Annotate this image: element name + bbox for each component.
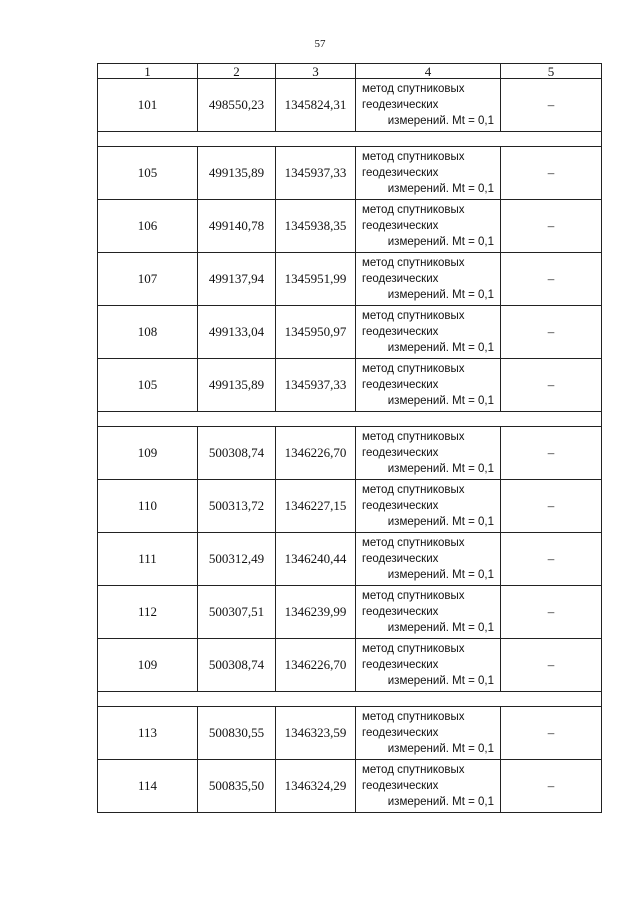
- method-line: метод спутниковых: [362, 764, 465, 776]
- method-cell: [356, 147, 501, 200]
- table-row: [98, 707, 602, 760]
- table-row: [98, 79, 602, 132]
- x-coordinate-cell: 500307,51: [198, 586, 276, 639]
- point-id-cell: 105: [98, 359, 198, 412]
- y-coordinate-cell: 1346240,44: [276, 533, 356, 586]
- point-id-cell: 109: [98, 427, 198, 480]
- table-row: [98, 306, 602, 359]
- method-line: геодезических: [362, 606, 439, 618]
- y-coordinate-cell: 1345938,35: [276, 200, 356, 253]
- method-line: метод спутниковых: [362, 643, 465, 655]
- table-body: [98, 64, 602, 813]
- method-cell: [356, 533, 501, 586]
- method-line: измерений. Mt = 0,1: [387, 675, 494, 687]
- method-line: метод спутниковых: [362, 257, 465, 269]
- method-line: измерений. Mt = 0,1: [387, 115, 494, 127]
- note-cell: –: [501, 359, 602, 412]
- method-line: измерений. Mt = 0,1: [387, 395, 494, 407]
- header-cell-2: 2: [198, 64, 276, 79]
- method-line: метод спутниковых: [362, 431, 465, 443]
- note-cell: –: [501, 533, 602, 586]
- separator-cell: [98, 132, 602, 147]
- method-line: измерений. Mt = 0,1: [387, 796, 494, 808]
- table-row: [98, 760, 602, 813]
- point-id-cell: 114: [98, 760, 198, 813]
- y-coordinate-cell: 1345937,33: [276, 147, 356, 200]
- x-coordinate-cell: 500308,74: [198, 427, 276, 480]
- y-coordinate-cell: 1346323,59: [276, 707, 356, 760]
- method-line: метод спутниковых: [362, 484, 465, 496]
- method-line: геодезических: [362, 727, 439, 739]
- table-row: [98, 427, 602, 480]
- method-line: геодезических: [362, 553, 439, 565]
- y-coordinate-cell: 1346239,99: [276, 586, 356, 639]
- note-cell: –: [501, 707, 602, 760]
- x-coordinate-cell: 500313,72: [198, 480, 276, 533]
- method-cell: [356, 427, 501, 480]
- point-id-cell: 113: [98, 707, 198, 760]
- page-number: 57: [314, 38, 326, 50]
- point-id-cell: 108: [98, 306, 198, 359]
- method-line: метод спутниковых: [362, 83, 465, 95]
- separator-cell: [98, 412, 602, 427]
- note-cell: –: [501, 480, 602, 533]
- method-line: геодезических: [362, 780, 439, 792]
- method-line: метод спутниковых: [362, 711, 465, 723]
- table-row: [98, 200, 602, 253]
- method-cell: [356, 306, 501, 359]
- note-cell: –: [501, 760, 602, 813]
- method-line: измерений. Mt = 0,1: [387, 569, 494, 581]
- y-coordinate-cell: 1346226,70: [276, 639, 356, 692]
- y-coordinate-cell: 1345937,33: [276, 359, 356, 412]
- note-cell: –: [501, 427, 602, 480]
- separator-row: [98, 692, 602, 707]
- table-row: [98, 253, 602, 306]
- method-line: измерений. Mt = 0,1: [387, 743, 494, 755]
- y-coordinate-cell: 1346226,70: [276, 427, 356, 480]
- point-id-cell: 112: [98, 586, 198, 639]
- table-row: [98, 586, 602, 639]
- method-line: измерений. Mt = 0,1: [387, 622, 494, 634]
- method-cell: [356, 200, 501, 253]
- method-line: метод спутниковых: [362, 590, 465, 602]
- y-coordinate-cell: 1346227,15: [276, 480, 356, 533]
- x-coordinate-cell: 499137,94: [198, 253, 276, 306]
- note-cell: –: [501, 306, 602, 359]
- header-cell-5: 5: [501, 64, 602, 79]
- note-cell: –: [501, 200, 602, 253]
- method-cell: [356, 639, 501, 692]
- method-line: измерений. Mt = 0,1: [387, 289, 494, 301]
- table-row: [98, 359, 602, 412]
- header-cell-3: 3: [276, 64, 356, 79]
- header-cell-4: 4: [356, 64, 501, 79]
- point-id-cell: 106: [98, 200, 198, 253]
- method-line: геодезических: [362, 167, 439, 179]
- method-line: геодезических: [362, 220, 439, 232]
- point-id-cell: 105: [98, 147, 198, 200]
- method-line: геодезических: [362, 659, 439, 671]
- method-cell: [356, 760, 501, 813]
- method-cell: [356, 586, 501, 639]
- point-id-cell: 111: [98, 533, 198, 586]
- method-line: метод спутниковых: [362, 151, 465, 163]
- method-line: измерений. Mt = 0,1: [387, 463, 494, 475]
- method-line: метод спутниковых: [362, 204, 465, 216]
- table-row: [98, 480, 602, 533]
- y-coordinate-cell: 1345951,99: [276, 253, 356, 306]
- x-coordinate-cell: 500830,55: [198, 707, 276, 760]
- method-line: геодезических: [362, 99, 439, 111]
- y-coordinate-cell: 1345950,97: [276, 306, 356, 359]
- method-cell: [356, 79, 501, 132]
- x-coordinate-cell: 500308,74: [198, 639, 276, 692]
- method-line: измерений. Mt = 0,1: [387, 236, 494, 248]
- method-line: геодезических: [362, 326, 439, 338]
- table-row: [98, 147, 602, 200]
- method-line: измерений. Mt = 0,1: [387, 342, 494, 354]
- method-line: метод спутниковых: [362, 363, 465, 375]
- note-cell: –: [501, 586, 602, 639]
- coordinates-table: [97, 63, 602, 813]
- method-line: геодезических: [362, 447, 439, 459]
- table-row: [98, 533, 602, 586]
- method-line: измерений. Mt = 0,1: [387, 516, 494, 528]
- method-line: метод спутниковых: [362, 537, 465, 549]
- x-coordinate-cell: 500835,50: [198, 760, 276, 813]
- separator-cell: [98, 692, 602, 707]
- x-coordinate-cell: 499140,78: [198, 200, 276, 253]
- header-cell-1: 1: [98, 64, 198, 79]
- note-cell: –: [501, 79, 602, 132]
- table-header-row: [98, 64, 602, 79]
- note-cell: –: [501, 639, 602, 692]
- x-coordinate-cell: 499133,04: [198, 306, 276, 359]
- note-cell: –: [501, 147, 602, 200]
- method-cell: [356, 480, 501, 533]
- method-line: измерений. Mt = 0,1: [387, 183, 494, 195]
- point-id-cell: 101: [98, 79, 198, 132]
- x-coordinate-cell: 498550,23: [198, 79, 276, 132]
- method-line: геодезических: [362, 379, 439, 391]
- point-id-cell: 110: [98, 480, 198, 533]
- method-line: метод спутниковых: [362, 310, 465, 322]
- method-line: геодезических: [362, 273, 439, 285]
- method-cell: [356, 253, 501, 306]
- separator-row: [98, 412, 602, 427]
- note-cell: –: [501, 253, 602, 306]
- table-row: [98, 639, 602, 692]
- method-cell: [356, 707, 501, 760]
- y-coordinate-cell: 1346324,29: [276, 760, 356, 813]
- x-coordinate-cell: 500312,49: [198, 533, 276, 586]
- method-cell: [356, 359, 501, 412]
- y-coordinate-cell: 1345824,31: [276, 79, 356, 132]
- x-coordinate-cell: 499135,89: [198, 359, 276, 412]
- x-coordinate-cell: 499135,89: [198, 147, 276, 200]
- separator-row: [98, 132, 602, 147]
- point-id-cell: 107: [98, 253, 198, 306]
- point-id-cell: 109: [98, 639, 198, 692]
- method-line: геодезических: [362, 500, 439, 512]
